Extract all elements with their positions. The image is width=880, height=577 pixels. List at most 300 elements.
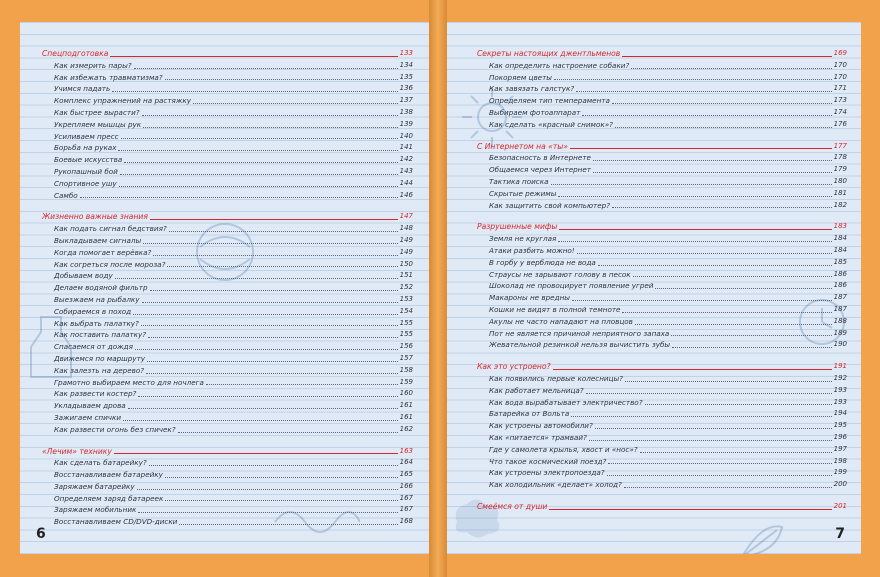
entry-page-number: 178: [833, 153, 847, 162]
leader-dots: [622, 312, 831, 313]
leader-line: [559, 229, 831, 230]
toc-entry[interactable]: [477, 72, 847, 84]
leader-dots: [582, 115, 831, 116]
toc-entry[interactable]: [477, 467, 847, 479]
entry-title: Определяем заряд батареек: [54, 493, 164, 503]
entry-page-number: 188: [833, 316, 847, 325]
leader-line: [114, 453, 398, 454]
toc-entry[interactable]: [42, 377, 413, 389]
entry-page-number: 165: [399, 470, 413, 479]
toc-section-heading[interactable]: [477, 501, 847, 513]
toc-entry[interactable]: [42, 306, 413, 318]
entry-page-number: 157: [399, 353, 413, 362]
leader-dots: [598, 265, 832, 266]
entry-page-number: 179: [833, 165, 847, 174]
entry-page-number: 143: [399, 166, 413, 175]
leader-dots: [554, 79, 832, 80]
leader-dots: [142, 115, 398, 116]
leader-dots: [143, 243, 397, 244]
toc-entry[interactable]: [42, 154, 413, 166]
leader-line: [570, 148, 832, 149]
leader-dots: [124, 162, 397, 163]
entry-title: Как согреться после мороза?: [54, 259, 166, 269]
leader-dots: [149, 465, 398, 466]
entry-title: Как вода вырабатывает электричество?: [489, 397, 643, 407]
entry-title: Спасаемся от дождя: [54, 342, 133, 352]
leader-dots: [631, 68, 831, 69]
toc-section-heading[interactable]: [42, 48, 413, 60]
leader-line: [110, 56, 397, 57]
entry-page-number: 136: [399, 84, 413, 93]
section-page-number: 169: [833, 49, 847, 57]
entry-title: Самбо: [54, 190, 78, 200]
entry-page-number: 154: [399, 306, 413, 315]
entry-title: Выбираем фотоаппарат: [489, 107, 581, 117]
leader-dots: [551, 184, 832, 185]
toc-entry[interactable]: [477, 397, 847, 409]
leader-dots: [150, 290, 398, 291]
leader-dots: [558, 196, 831, 197]
leader-dots: [593, 172, 832, 173]
toc-section-heading[interactable]: [42, 211, 413, 223]
leader-dots: [576, 91, 831, 92]
right-page: [447, 22, 861, 554]
toc-entry[interactable]: [42, 235, 413, 247]
leader-dots: [112, 91, 397, 92]
table-of-contents-right: [477, 48, 847, 523]
leader-dots: [206, 384, 398, 385]
entry-title: Как сделать батарейку?: [54, 458, 147, 468]
entry-page-number: 174: [833, 107, 847, 116]
entry-title: Борьба на руках: [54, 143, 117, 153]
section-page-number: 201: [833, 501, 847, 510]
entry-page-number: 193: [833, 385, 847, 394]
toc-section: [477, 221, 847, 351]
leader-dots: [179, 524, 397, 525]
toc-entry[interactable]: [477, 420, 847, 432]
entry-title: Как появились первые колесницы?: [489, 373, 623, 383]
section-title: Жизненно важные знания: [42, 212, 148, 222]
entry-title: Как работает мельница?: [489, 385, 584, 395]
leaf-doodle-icon: [737, 522, 787, 554]
leader-dots: [589, 440, 832, 441]
leader-dots: [193, 103, 398, 104]
toc-entry[interactable]: [42, 247, 413, 259]
entry-title: Восстанавливаем CD/DVD-диски: [54, 517, 178, 527]
leader-line: [622, 56, 831, 57]
entry-page-number: 170: [833, 60, 847, 69]
leader-dots: [146, 373, 398, 374]
section-page-number: 163: [399, 446, 413, 455]
toc-entry[interactable]: [477, 188, 847, 200]
leader-line: [549, 509, 831, 510]
entry-title: Жевательной резинкой нельзя вычистить зубы: [489, 340, 671, 350]
toc-section: [477, 361, 847, 491]
toc-entry[interactable]: [477, 257, 847, 269]
toc-entry[interactable]: [42, 270, 413, 282]
entry-title: В горбу у верблюда не вода: [489, 257, 596, 267]
entry-title: Как устроены автомобили?: [489, 421, 593, 431]
toc-entry[interactable]: [477, 176, 847, 188]
book-gutter: [429, 0, 447, 577]
entry-title: Где у самолета крылья, хвост и «нос»?: [489, 444, 638, 454]
entry-title: Добываем воду: [54, 271, 113, 281]
toc-entry[interactable]: [477, 479, 847, 491]
leader-dots: [133, 314, 397, 315]
entry-title: Как устроены электропоезда?: [489, 468, 605, 478]
leader-dots: [141, 325, 398, 326]
leader-dots: [572, 300, 832, 301]
entry-page-number: 181: [833, 188, 847, 197]
entry-page-number: 190: [833, 340, 847, 349]
toc-entry[interactable]: [42, 412, 413, 424]
leader-dots: [121, 138, 398, 139]
entry-page-number: 135: [399, 72, 413, 81]
toc-entry[interactable]: [42, 457, 413, 469]
toc-entry[interactable]: [42, 318, 413, 330]
leader-dots: [118, 150, 397, 151]
leader-dots: [645, 404, 832, 405]
toc-section: [42, 48, 413, 201]
leader-dots: [142, 302, 398, 303]
toc-entry[interactable]: [477, 328, 847, 340]
toc-entry[interactable]: [42, 504, 413, 516]
entry-page-number: 155: [399, 318, 413, 327]
section-page-number: 147: [399, 212, 413, 221]
toc-section: [477, 141, 847, 212]
toc-entry[interactable]: [477, 60, 847, 72]
toc-entry[interactable]: [42, 365, 413, 377]
section-title: Спецподготовка: [42, 49, 109, 58]
entry-page-number: 156: [399, 342, 413, 351]
entry-page-number: 170: [833, 72, 847, 81]
entry-title: Земля не круглая: [489, 234, 557, 244]
entry-page-number: 185: [833, 257, 847, 266]
entry-page-number: 194: [833, 409, 847, 418]
entry-page-number: 140: [399, 131, 413, 140]
toc-section-heading[interactable]: [477, 221, 847, 233]
leader-dots: [577, 253, 832, 254]
leader-dots: [624, 487, 832, 488]
entry-title: Как быстрее вырасти?: [54, 107, 140, 117]
entry-page-number: 148: [399, 224, 413, 233]
entry-title: Выкладываем сигналы: [54, 235, 142, 245]
leader-dots: [115, 278, 398, 279]
entry-title: Движемся по маршруту: [54, 353, 146, 363]
toc-entry[interactable]: [477, 152, 847, 164]
entry-page-number: 162: [399, 424, 413, 433]
leader-dots: [123, 420, 398, 421]
leader-dots: [119, 186, 398, 187]
leader-dots: [169, 231, 398, 232]
section-page-number: 183: [833, 222, 847, 231]
entry-page-number: 167: [399, 493, 413, 502]
entry-page-number: 151: [399, 271, 413, 280]
entry-page-number: 160: [399, 389, 413, 398]
entry-page-number: 167: [399, 505, 413, 514]
entry-page-number: 200: [833, 480, 847, 489]
entry-page-number: 142: [399, 155, 413, 164]
leader-dots: [595, 428, 832, 429]
toc-entry[interactable]: [477, 164, 847, 176]
entry-title: Как поставить палатку?: [54, 330, 147, 340]
entry-title: Шоколад не провоцирует появление угрей: [489, 281, 654, 291]
entry-title: Макароны не вредны: [489, 293, 570, 303]
entry-page-number: 164: [399, 458, 413, 467]
entry-title: Как завязать галстук?: [489, 84, 575, 94]
entry-page-number: 176: [833, 119, 847, 128]
toc-entry[interactable]: [477, 385, 847, 397]
entry-page-number: 196: [833, 432, 847, 441]
entry-title: Как избежать травматизма?: [54, 72, 163, 82]
leader-line: [150, 219, 398, 220]
toc-entry[interactable]: [42, 493, 413, 505]
entry-title: Акулы не часто нападают на пловцов: [489, 316, 633, 326]
toc-entry[interactable]: [42, 131, 413, 143]
entry-page-number: 199: [833, 468, 847, 477]
toc-entry[interactable]: [42, 329, 413, 341]
toc-entry[interactable]: [477, 292, 847, 304]
entry-title: Грамотно выбираем место для ночлега: [54, 377, 204, 387]
leader-dots: [147, 361, 398, 362]
toc-entry[interactable]: [42, 72, 413, 84]
toc-entry[interactable]: [477, 269, 847, 281]
entry-page-number: 189: [833, 328, 847, 337]
toc-entry[interactable]: [42, 142, 413, 154]
entry-page-number: 197: [833, 444, 847, 453]
section-page-number: 191: [833, 362, 847, 371]
toc-entry[interactable]: [477, 432, 847, 444]
toc-entry[interactable]: [42, 341, 413, 353]
leader-dots: [134, 68, 398, 69]
toc-entry[interactable]: [477, 444, 847, 456]
entry-page-number: 139: [399, 119, 413, 128]
toc-entry[interactable]: [42, 95, 413, 107]
toc-entry[interactable]: [477, 200, 847, 212]
section-title: Как это устроено?: [477, 362, 551, 372]
toc-entry[interactable]: [477, 316, 847, 328]
leader-dots: [128, 408, 398, 409]
leader-dots: [625, 381, 832, 382]
entry-title: Как залезть на дерево?: [54, 365, 145, 375]
entry-title: Боевые искусства: [54, 155, 123, 165]
section-title: С Интернетом на «ты»: [477, 141, 568, 151]
toc-section-heading[interactable]: [477, 361, 847, 373]
entry-title: Восстанавливаем батарейку: [54, 470, 163, 480]
toc-section: [42, 211, 413, 435]
leader-dots: [633, 276, 832, 277]
entry-title: Что такое космический поезд?: [489, 456, 607, 466]
entry-title: Кошки не видят в полной темноте: [489, 304, 621, 314]
toc-entry[interactable]: [42, 388, 413, 400]
leader-dots: [120, 174, 398, 175]
entry-page-number: 187: [833, 293, 847, 302]
entry-page-number: 171: [833, 84, 847, 93]
toc-entry[interactable]: [477, 373, 847, 385]
toc-entry[interactable]: [477, 95, 847, 107]
entry-title: Как сделать «красный снимок»?: [489, 119, 613, 129]
leader-dots: [165, 79, 398, 80]
entry-title: Страусы не зарывают голову в песок: [489, 269, 631, 279]
entry-title: Укладываем дрова: [54, 401, 126, 411]
entry-title: Общаемся через Интернет: [489, 165, 591, 175]
section-title: Смеёмся от души: [477, 501, 548, 511]
entry-title: Как холодильник «делает» холод?: [489, 480, 622, 490]
table-of-contents-left: [42, 48, 413, 538]
toc-entry[interactable]: [477, 233, 847, 245]
toc-entry[interactable]: [477, 83, 847, 95]
entry-page-number: 153: [399, 294, 413, 303]
toc-entry[interactable]: [42, 353, 413, 365]
entry-page-number: 149: [399, 235, 413, 244]
toc-entry[interactable]: [42, 190, 413, 202]
leader-dots: [135, 349, 398, 350]
entry-page-number: 161: [399, 412, 413, 421]
toc-section-heading[interactable]: [477, 141, 847, 153]
entry-title: Безопасность в Интернете: [489, 153, 591, 163]
toc-section: [477, 501, 847, 513]
toc-entry[interactable]: [42, 119, 413, 131]
entry-page-number: 192: [833, 373, 847, 382]
section-page-number: 177: [833, 141, 847, 150]
entry-title: Как подать сигнал бедствия?: [54, 224, 167, 234]
toc-entry[interactable]: [42, 166, 413, 178]
entry-page-number: 168: [399, 517, 413, 526]
page-number-right: 7: [835, 526, 845, 542]
leader-dots: [153, 255, 397, 256]
leader-dots: [586, 393, 832, 394]
toc-entry[interactable]: [42, 282, 413, 294]
entry-page-number: 180: [833, 176, 847, 185]
toc-entry[interactable]: [477, 245, 847, 257]
entry-title: Как «питается» трамвай?: [489, 432, 587, 442]
entry-page-number: 193: [833, 397, 847, 406]
toc-entry[interactable]: [477, 280, 847, 292]
toc-entry[interactable]: [477, 107, 847, 119]
entry-title: Скрытые режимы: [489, 188, 557, 198]
toc-entry[interactable]: [42, 178, 413, 190]
entry-title: Батарейка от Вольта: [489, 409, 570, 419]
entry-title: Выезжаем на рыбалку: [54, 294, 140, 304]
entry-title: Рукопашный бой: [54, 166, 118, 176]
toc-section: [42, 446, 413, 529]
leader-dots: [148, 337, 398, 338]
entry-page-number: 152: [399, 283, 413, 292]
entry-page-number: 155: [399, 330, 413, 339]
entry-title: Как защитить свой компьютер?: [489, 200, 611, 210]
toc-entry[interactable]: [477, 339, 847, 351]
entry-title: Как развести костер?: [54, 389, 137, 399]
entry-page-number: 150: [399, 259, 413, 268]
entry-page-number: 166: [399, 481, 413, 490]
entry-page-number: 186: [833, 281, 847, 290]
entry-title: Делаем водяной фильтр: [54, 283, 148, 293]
entry-title: Учимся падать: [54, 84, 111, 94]
entry-page-number: 149: [399, 247, 413, 256]
leader-dots: [138, 396, 397, 397]
torn-edge: [447, 22, 861, 30]
section-title: Секреты настоящих джентльменов: [477, 49, 621, 58]
section-page-number: 133: [399, 49, 413, 57]
leader-dots: [143, 127, 397, 128]
entry-title: Пот не является причиной неприятного запаха: [489, 328, 670, 338]
leader-dots: [165, 500, 397, 501]
leader-dots: [558, 241, 831, 242]
toc-entry[interactable]: [477, 304, 847, 316]
toc-entry[interactable]: [42, 60, 413, 72]
leader-dots: [137, 489, 398, 490]
entry-page-number: 186: [833, 269, 847, 278]
toc-entry[interactable]: [477, 456, 847, 468]
entry-page-number: 198: [833, 456, 847, 465]
entry-title: Тактика поиска: [489, 176, 549, 186]
leader-dots: [671, 335, 831, 336]
entry-page-number: 158: [399, 365, 413, 374]
entry-page-number: 182: [833, 200, 847, 209]
toc-entry[interactable]: [477, 408, 847, 420]
leader-dots: [80, 197, 398, 198]
leader-dots: [640, 452, 832, 453]
leader-dots: [571, 416, 831, 417]
entry-page-number: 141: [399, 143, 413, 152]
entry-title: Усиливаем пресс: [54, 131, 119, 141]
toc-section-heading[interactable]: [42, 446, 413, 458]
leader-dots: [612, 207, 832, 208]
entry-title: Укрепляем мышцы рук: [54, 119, 142, 129]
entry-page-number: 184: [833, 245, 847, 254]
leader-dots: [655, 288, 831, 289]
entry-title: Спортивное ушу: [54, 178, 117, 188]
toc-entry[interactable]: [42, 294, 413, 306]
entry-page-number: 144: [399, 178, 413, 187]
leader-dots: [615, 127, 832, 128]
section-title: «Лечим» технику: [42, 446, 112, 456]
toc-entry[interactable]: [42, 223, 413, 235]
entry-page-number: 159: [399, 377, 413, 386]
entry-title: Как определить настроение собаки?: [489, 60, 630, 70]
entry-page-number: 195: [833, 421, 847, 430]
entry-title: Собираемся в поход: [54, 306, 132, 316]
entry-page-number: 138: [399, 107, 413, 116]
toc-section-heading[interactable]: [477, 48, 847, 60]
toc-entry[interactable]: [42, 259, 413, 271]
entry-page-number: 173: [833, 96, 847, 105]
toc-entry[interactable]: [42, 107, 413, 119]
leader-dots: [607, 475, 832, 476]
entry-title: Заряжаем мобильник: [54, 505, 137, 515]
entry-title: Как измерить пары?: [54, 60, 132, 70]
toc-entry[interactable]: [477, 119, 847, 131]
toc-entry[interactable]: [42, 424, 413, 436]
toc-entry[interactable]: [42, 83, 413, 95]
toc-entry[interactable]: [42, 400, 413, 412]
leader-dots: [593, 160, 832, 161]
toc-entry[interactable]: [42, 481, 413, 493]
torn-edge: [20, 22, 429, 30]
toc-entry[interactable]: [42, 469, 413, 481]
leader-dots: [138, 512, 397, 513]
toc-section: [477, 48, 847, 131]
entry-page-number: 184: [833, 234, 847, 243]
leader-dots: [167, 266, 397, 267]
entry-title: Атаки разбить можно!: [489, 245, 575, 255]
leader-dots: [608, 463, 831, 464]
entry-title: Как развести огонь без спичек?: [54, 424, 176, 434]
leader-dots: [178, 432, 398, 433]
leader-line: [553, 369, 832, 370]
toc-entry[interactable]: [42, 516, 413, 528]
leader-dots: [165, 477, 398, 478]
